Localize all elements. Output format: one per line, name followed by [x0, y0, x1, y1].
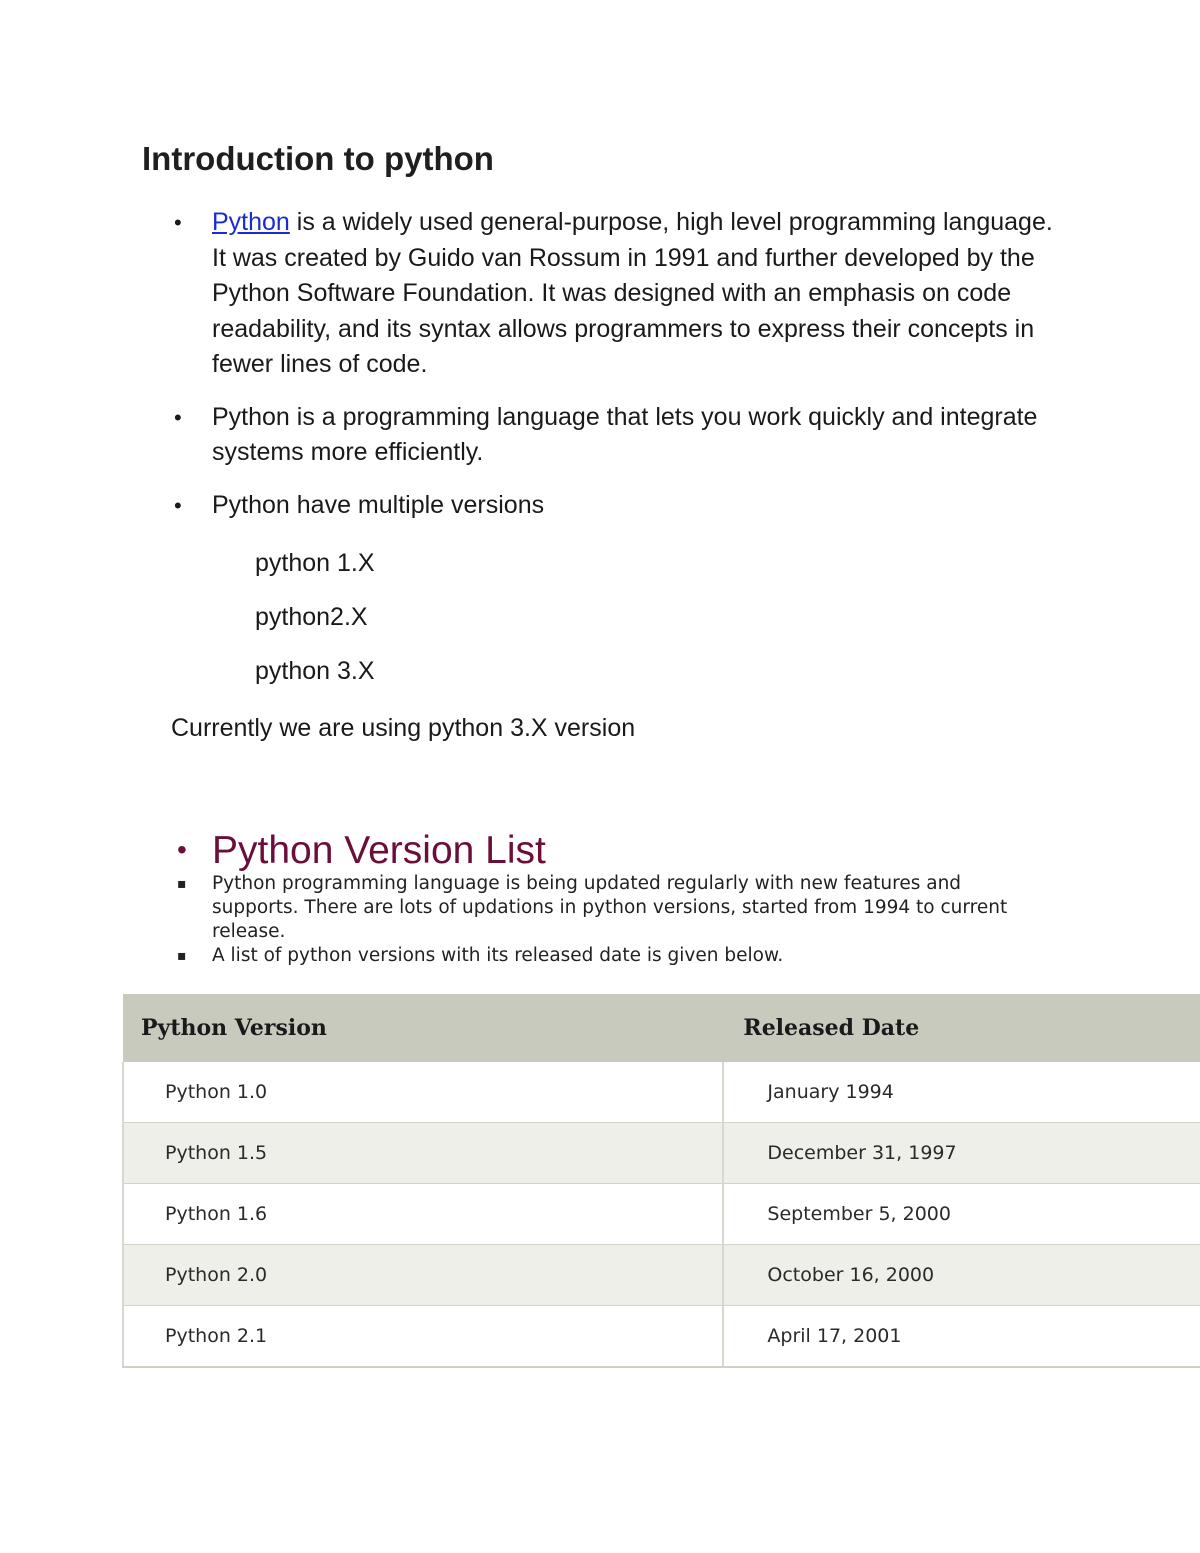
- version-cell: Python 1.5: [123, 1123, 723, 1184]
- table-row: [123, 1184, 1200, 1245]
- page-title: Introduction to python: [142, 140, 494, 177]
- version-item: python 1.X: [255, 549, 375, 577]
- python-link[interactable]: Python: [212, 208, 290, 236]
- date-cell: January 1994: [723, 1062, 1200, 1123]
- current-version-note: Currently we are using python 3.X version: [171, 714, 636, 742]
- table-header-row: [123, 994, 1200, 1062]
- section-title: [177, 826, 546, 875]
- table-row: [123, 1306, 1200, 1368]
- table-row: [123, 1062, 1200, 1123]
- version-cell: Python 2.0: [123, 1245, 723, 1306]
- bullet-text: A list of python versions with its released date is given below.: [212, 945, 784, 966]
- bullet-icon: •: [174, 210, 182, 235]
- bullet-icon: •: [177, 834, 187, 865]
- bullet-icon: ▪: [177, 876, 187, 892]
- version-item: python2.X: [255, 603, 368, 631]
- section-title-text: Python Version List: [212, 829, 546, 872]
- date-cell: April 17, 2001: [723, 1306, 1200, 1368]
- list-item: [172, 400, 1072, 471]
- version-item: python 3.X: [255, 657, 375, 685]
- table-row: [123, 1123, 1200, 1184]
- version-cell: Python 1.6: [123, 1184, 723, 1245]
- list-item: [172, 872, 1032, 944]
- intro-bullet-list: [172, 205, 1072, 540]
- bullet-icon: •: [174, 404, 182, 430]
- list-item: [172, 488, 1072, 524]
- bullet-text: Python is a programming language that lets you work quickly and integrate systems more efficiently.: [212, 402, 1038, 466]
- bullet-text: Python programming language is being updated regularly with new features and supports. There are lots of updations in python versions, started from 1994 to current release.: [212, 873, 1008, 942]
- bullet-icon: •: [174, 492, 182, 518]
- version-table: [122, 994, 1200, 1368]
- bullet-text: Python have multiple versions: [212, 490, 545, 519]
- list-item: [172, 944, 1032, 968]
- column-header-date: Released Date: [723, 994, 1200, 1062]
- section-bullet-list: [172, 872, 1032, 968]
- table-row: [123, 1245, 1200, 1306]
- version-list: [255, 545, 375, 707]
- date-cell: December 31, 1997: [723, 1123, 1200, 1184]
- column-header-version: Python Version: [123, 994, 723, 1062]
- date-cell: September 5, 2000: [723, 1184, 1200, 1245]
- list-item: [172, 205, 1072, 383]
- version-cell: Python 1.0: [123, 1062, 723, 1123]
- version-cell: Python 2.1: [123, 1306, 723, 1368]
- bullet-icon: ▪: [177, 948, 187, 964]
- date-cell: October 16, 2000: [723, 1245, 1200, 1306]
- bullet-text: is a widely used general-purpose, high level programming language. It was created by Guido van Rossum in 1991 and further developed by the Python Software Foundation. It was designed with an emphasis on code readability, and its syntax allows programmers to express their concepts in fewer lines of code.: [212, 208, 1053, 378]
